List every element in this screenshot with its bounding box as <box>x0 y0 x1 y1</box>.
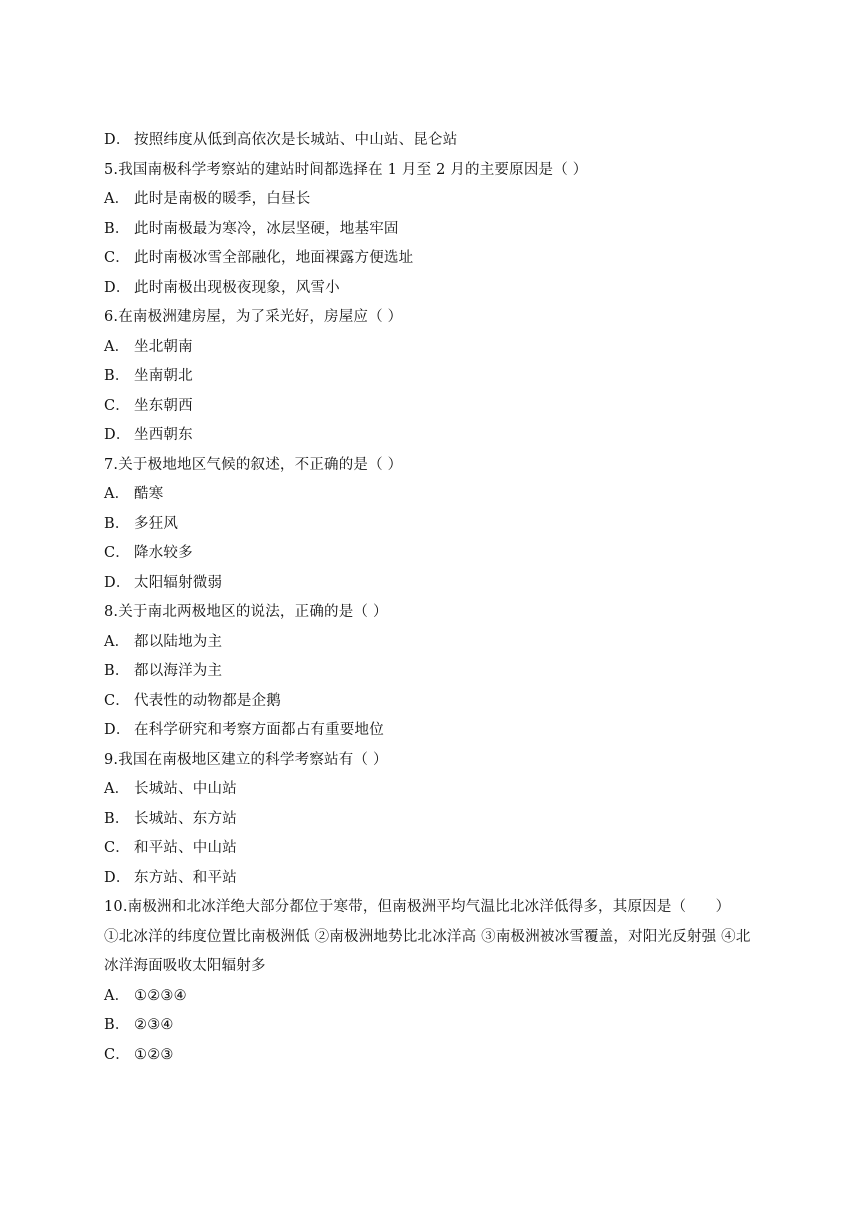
option-letter: B． <box>104 515 130 532</box>
option-row-7d <box>104 569 764 599</box>
option-letter: B． <box>104 663 130 679</box>
option-letter: C． <box>104 840 130 856</box>
option-letter: B． <box>104 1017 130 1033</box>
option-text: 坐南朝北 <box>134 368 193 384</box>
option-letter: B． <box>104 810 130 827</box>
option-row-10a <box>104 982 764 1012</box>
option-text: 长城站、中山站 <box>134 781 237 797</box>
option-text: 此时是南极的暖季，白昼长 <box>134 191 311 207</box>
option-letter: C． <box>104 692 130 709</box>
question-stem-5: 5.我国南极科学考察站的建站时间都选择在 1 月至 2 月的主要原因是（ ） <box>104 161 588 178</box>
option-letter: A． <box>104 781 130 797</box>
option-text: 坐北朝南 <box>134 338 193 355</box>
option-row-q4-d <box>104 126 764 156</box>
option-row-6c <box>104 392 764 422</box>
option-text: 降水较多 <box>134 545 193 561</box>
option-letter: C． <box>104 1046 130 1063</box>
option-letter: C． <box>104 250 130 266</box>
option-row-5c <box>104 244 764 274</box>
option-row-6b <box>104 362 764 392</box>
option-text: 太阳辐射微弱 <box>134 574 223 591</box>
option-row-10b <box>104 1011 764 1041</box>
option-text: 此时南极出现极夜现象，风雪小 <box>134 279 340 296</box>
question-content <box>104 126 764 1070</box>
option-letter: D． <box>104 722 131 738</box>
question-stem-6: 6.在南极洲建房屋，为了采光好，房屋应（ ） <box>104 309 403 325</box>
option-row-8a <box>104 628 764 658</box>
option-text: 酷寒 <box>134 486 164 502</box>
option-text: 坐东朝西 <box>134 397 193 414</box>
option-row-7a <box>104 480 764 510</box>
option-text: 长城站、东方站 <box>134 810 237 827</box>
question-stem-8: 8.关于南北两极地区的说法，正确的是（ ） <box>104 604 388 620</box>
option-text: 多狂风 <box>134 515 179 532</box>
option-text: 东方站、和平站 <box>134 869 237 886</box>
option-text: 按照纬度从低到高依次是长城站、中山站、昆仑站 <box>134 132 458 148</box>
option-row-5d <box>104 274 764 304</box>
option-letter: A． <box>104 486 130 502</box>
option-letter: C． <box>104 545 130 561</box>
option-letter: C． <box>104 397 130 414</box>
option-text: 代表性的动物都是企鹅 <box>134 692 281 709</box>
question-stem-7: 7.关于极地地区气候的叙述，不正确的是（ ） <box>104 456 403 473</box>
option-row-8b <box>104 657 764 687</box>
option-row-8d <box>104 716 764 746</box>
option-letter: A． <box>104 633 130 650</box>
option-letter: D． <box>104 132 131 148</box>
option-letter: A． <box>104 191 130 207</box>
option-letter: D． <box>104 279 131 296</box>
option-text: ①②③ <box>134 1046 174 1063</box>
option-row-9d <box>104 864 764 894</box>
option-text: ①②③④ <box>134 987 187 1004</box>
option-text: 都以海洋为主 <box>134 663 223 679</box>
option-text: 坐西朝东 <box>134 427 193 443</box>
option-row-6a <box>104 333 764 363</box>
question-stem-9: 9.我国在南极地区建立的科学考察站有（ ） <box>104 751 388 768</box>
option-text: 此时南极冰雪全部融化，地面裸露方便选址 <box>134 250 414 266</box>
option-text: 在科学研究和考察方面都占有重要地位 <box>134 722 384 738</box>
option-letter: A． <box>104 338 130 355</box>
option-letter: B． <box>104 220 130 237</box>
option-letter: D． <box>104 574 131 591</box>
option-row-8c <box>104 687 764 717</box>
option-letter: A． <box>104 987 130 1004</box>
option-row-7c <box>104 539 764 569</box>
option-letter: D． <box>104 869 131 886</box>
option-row-9a <box>104 775 764 805</box>
option-text: 和平站、中山站 <box>134 840 237 856</box>
question-statements-10: ①北冰洋的纬度位置比南极洲低 ②南极洲地势比北冰洋高 ③南极洲被冰雪覆盖，对阳光反射强 ④北冰洋海面吸收太阳辐射多 <box>104 928 751 974</box>
option-letter: B． <box>104 368 130 384</box>
option-row-5b <box>104 215 764 245</box>
question-stem-10: 10.南极洲和北冰洋绝大部分都位于寒带，但南极洲平均气温比北冰洋低得多，其原因是（ ） <box>104 899 731 915</box>
option-row-7b <box>104 510 764 540</box>
option-text: ②③④ <box>134 1017 174 1033</box>
option-row-10c <box>104 1041 764 1071</box>
option-text: 都以陆地为主 <box>134 633 223 650</box>
option-row-5a <box>104 185 764 215</box>
option-row-9c <box>104 834 764 864</box>
option-text: 此时南极最为寒冷，冰层坚硬，地基牢固 <box>134 220 399 237</box>
option-row-9b <box>104 805 764 835</box>
option-row-6d <box>104 421 764 451</box>
option-letter: D． <box>104 427 131 443</box>
